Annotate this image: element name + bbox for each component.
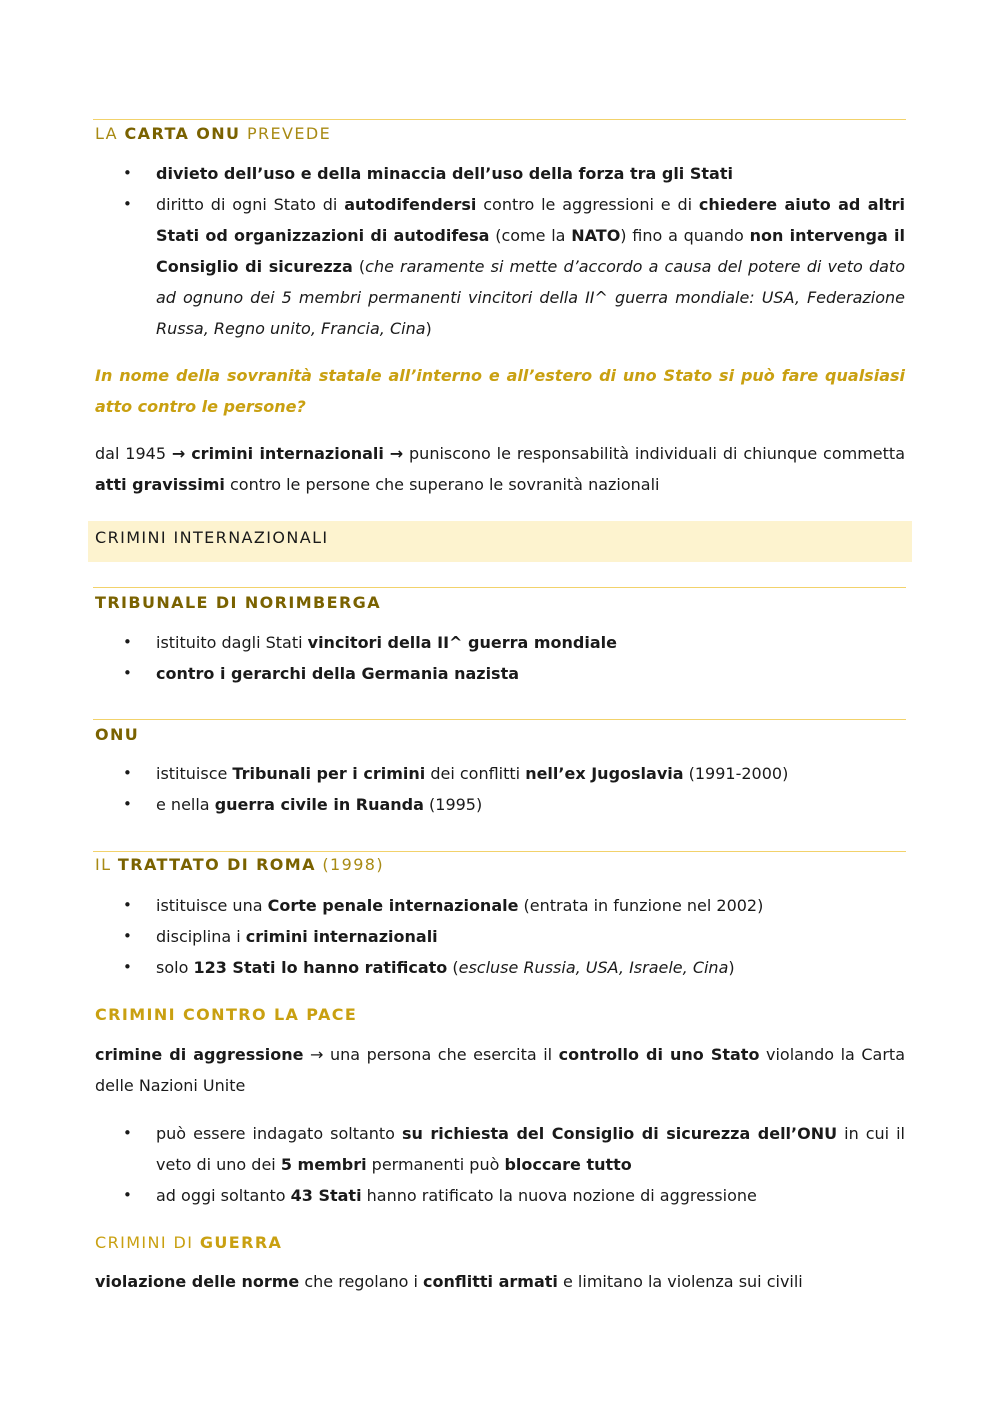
pace-paragraph: crimine di aggressione → una persona che esercita il controllo di uno Stato violando la Carta delle Nazioni Unite <box>95 1045 906 1095</box>
section-divider <box>93 587 906 588</box>
list-item: • istituisce una Corte penale internazionale (entrata in funzione nel 2002) <box>95 890 905 921</box>
pace-list <box>95 1118 905 1211</box>
crimini-internazionali-banner <box>88 521 912 562</box>
carta-onu-list <box>95 158 905 344</box>
section-heading-carta-onu: LA CARTA ONU PREVEDE <box>95 124 332 143</box>
list-item: • ad oggi soltanto 43 Stati hanno ratificato la nuova nozione di aggressione <box>95 1180 905 1211</box>
list-item: • istituito dagli Stati vincitori della II^ guerra mondiale <box>95 627 905 658</box>
onu-list <box>95 758 905 820</box>
list-item: • istituisce Tribunali per i crimini dei conflitti nell’ex Jugoslavia (1991-2000) <box>95 758 905 789</box>
section-divider <box>93 119 906 120</box>
list-item: • diritto di ogni Stato di autodifendersi contro le aggressioni e di chiedere aiuto ad altri Stati od organizzazioni di autodifesa (come la NATO) fino a quando non intervenga il Consiglio di sicurezza (che raramente si mette d’accordo a causa del potere di veto dato ad ognuno dei 5 membri permanenti vincitori della II^ guerra mondiale: USA, Federazione Russa, Regno unito, Francia, Cina) <box>95 189 905 344</box>
roma-list <box>95 890 905 983</box>
section-divider <box>93 851 906 852</box>
section-heading-onu: ONU <box>95 725 140 744</box>
section-divider <box>93 719 906 720</box>
list-item: • solo 123 Stati lo hanno ratificato (escluse Russia, USA, Israele, Cina) <box>95 952 905 983</box>
list-item: • divieto dell’uso e della minaccia dell’uso della forza tra gli Stati <box>95 158 905 189</box>
norimberga-list <box>95 627 905 689</box>
guerra-paragraph: violazione delle norme che regolano i conflitti armati e limitano la violenza sui civili <box>95 1272 803 1291</box>
list-item: • contro i gerarchi della Germania nazista <box>95 658 905 689</box>
list-item: • può essere indagato soltanto su richiesta del Consiglio di sicurezza dell’ONU in cui il veto di uno dei 5 membri permanenti può bloccare tutto <box>95 1118 905 1180</box>
section-heading-trattato-roma: IL TRATTATO DI ROMA (1998) <box>95 855 385 874</box>
section-heading-crimini-pace: CRIMINI CONTRO LA PACE <box>95 1005 358 1024</box>
question-text: In nome della sovranità statale all’interno e all’estero di uno Stato si può fare qualsiasi atto contro le persone? <box>95 366 905 416</box>
list-item: • disciplina i crimini internazionali <box>95 921 905 952</box>
section-heading-crimini-guerra: CRIMINI DI GUERRA <box>95 1233 283 1252</box>
banner-title: CRIMINI INTERNAZIONALI <box>95 528 329 547</box>
section-heading-norimberga: TRIBUNALE DI NORIMBERGA <box>95 593 381 612</box>
intro-paragraph: dal 1945 → crimini internazionali → punisconо le responsabilità individuali di chiunque commetta atti gravissimi contro le persone che superano le sovranità nazionali <box>95 444 905 494</box>
list-item: • e nella guerra civile in Ruanda (1995) <box>95 789 905 820</box>
